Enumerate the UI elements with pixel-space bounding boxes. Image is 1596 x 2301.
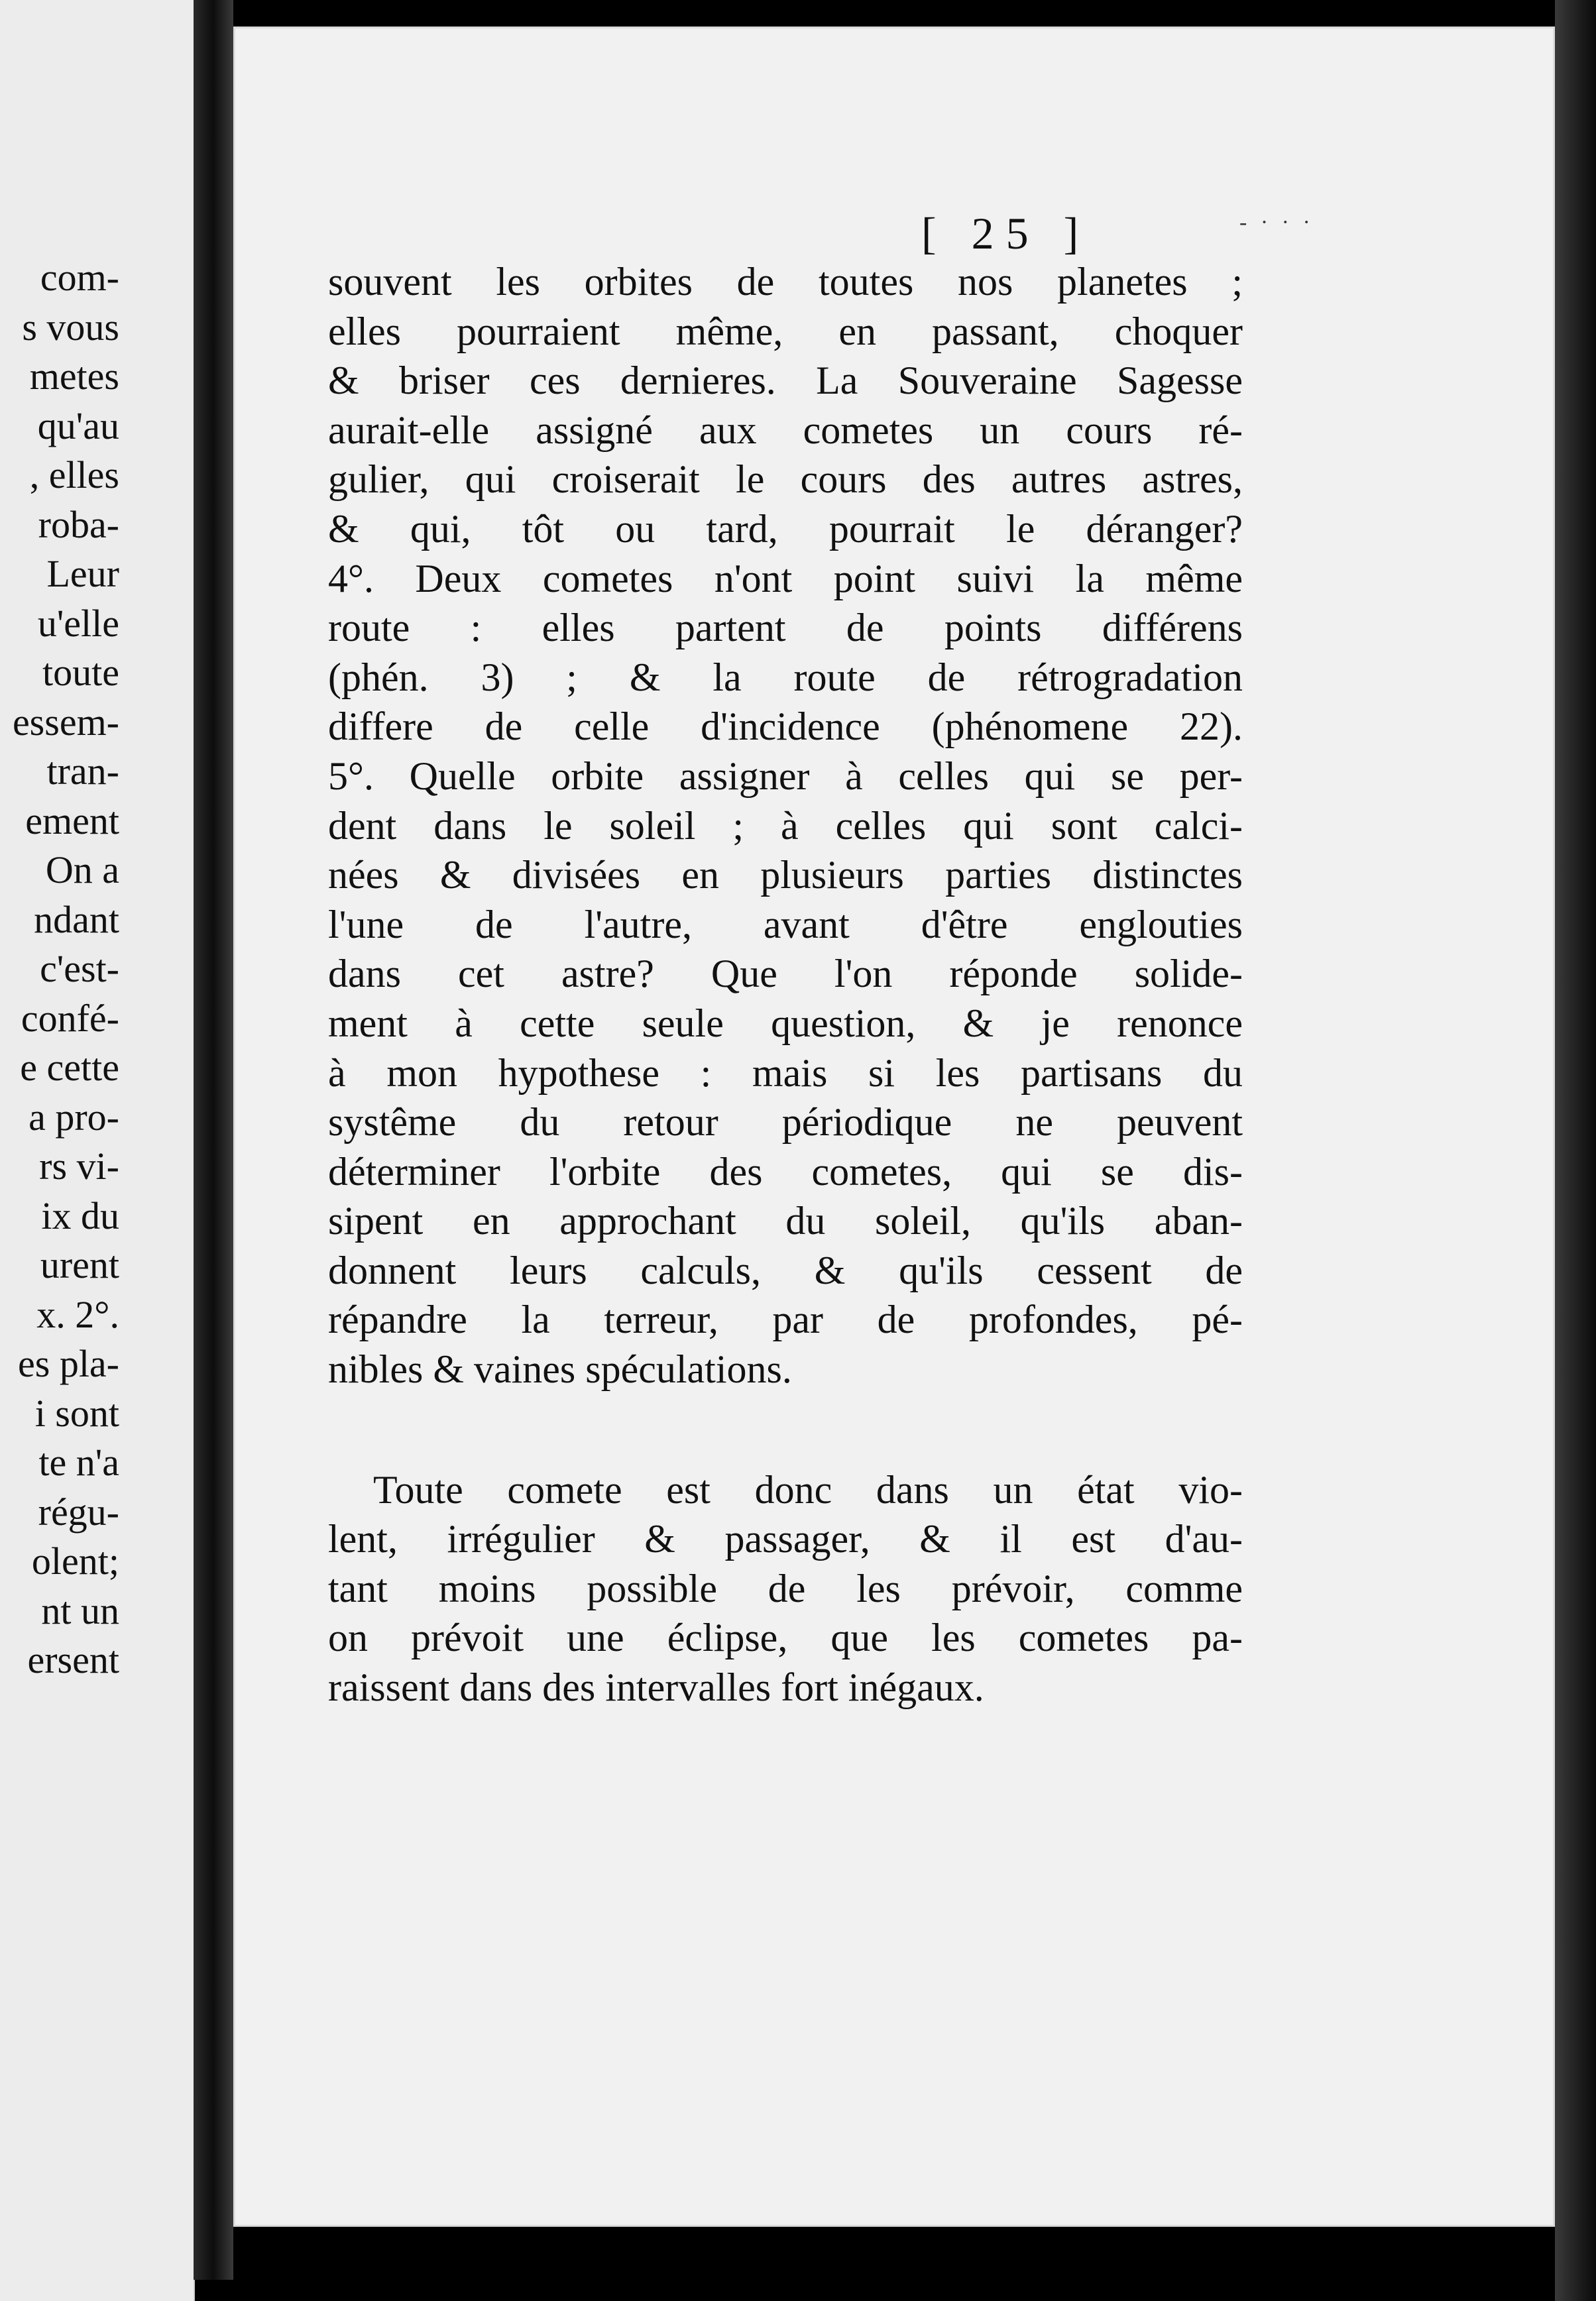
left-fragment: s vous [22, 305, 119, 349]
left-fragment: rs vi- [39, 1145, 119, 1188]
text-line: ment à cette seule question, & je renonce [328, 1001, 1243, 1045]
text-line: nées & divisées en plusieurs parties distinctes [328, 853, 1243, 897]
left-fragment: nt un [41, 1589, 119, 1632]
text-line: gulier, qui croiserait le cours des autres astres, [328, 457, 1243, 502]
left-page-text-fragments [13, 253, 119, 1685]
text-line: à mon hypothese : mais si les partisans du [328, 1050, 1243, 1095]
left-fragment: urent [40, 1243, 119, 1286]
text-line: aurait-elle assigné aux cometes un cours ré- [328, 408, 1243, 452]
left-fragment: qu'au [37, 404, 119, 447]
text-line: répandre la terreur, par de profondes, pé- [328, 1298, 1243, 1342]
text-line: route : elles partent de points différens [328, 606, 1243, 650]
header-mark: - · · · [1239, 210, 1314, 235]
left-fragment: ndant [34, 897, 119, 941]
text-line: sipent en approchant du soleil, qu'ils aban- [328, 1199, 1243, 1243]
text-line: differe de celle d'incidence (phénomene 22). [328, 704, 1243, 749]
left-fragment: tran- [46, 750, 119, 793]
text-line: (phén. 3) ; & la route de rétrogradation [328, 655, 1243, 699]
left-fragment: ix du [41, 1194, 119, 1237]
paragraph-gap [328, 1394, 1243, 1465]
left-fragment: e cette [20, 1046, 119, 1089]
left-fragment: Leur [46, 552, 119, 595]
left-fragment: a pro- [28, 1095, 119, 1139]
text-line: elles pourraient même, en passant, choquer [328, 309, 1243, 353]
left-fragment: ersent [27, 1638, 119, 1681]
left-fragment: , elles [29, 453, 119, 496]
text-line: systême du retour périodique ne peuvent [328, 1100, 1243, 1145]
page-stack-edge [1555, 0, 1596, 2301]
left-fragment: es pla- [18, 1342, 119, 1385]
left-fragment: u'elle [37, 601, 119, 645]
left-fragment: On a [45, 848, 119, 891]
left-fragment: c'est- [40, 947, 119, 990]
text-line: & briser ces dernieres. La Souveraine Sagesse [328, 359, 1243, 403]
left-fragment: i sont [34, 1391, 119, 1435]
text-line: lent, irrégulier & passager, & il est d'au- [328, 1517, 1243, 1561]
left-fragment: te n'a [38, 1441, 119, 1484]
page-number: [ 25 ] [921, 208, 1091, 258]
text-line: dans cet astre? Que l'on réponde solide- [328, 952, 1243, 996]
left-fragment: confé- [21, 996, 119, 1040]
left-fragment: régu- [38, 1490, 119, 1534]
text-line: & qui, tôt ou tard, pourrait le déranger? [328, 506, 1243, 551]
body-text [328, 257, 1243, 1712]
left-fragment: roba- [38, 502, 119, 546]
paragraph-2 [328, 1465, 1243, 1712]
text-line: raissent dans des intervalles fort inégaux. [328, 1665, 984, 1710]
text-line: Toute comete est donc dans un état vio- [373, 1467, 1243, 1512]
text-line: déterminer l'orbite des cometes, qui se dis- [328, 1149, 1243, 1194]
text-line: donnent leurs calculs, & qu'ils cessent de [328, 1248, 1243, 1292]
text-line: on prévoit une éclipse, que les cometes pa- [328, 1616, 1243, 1660]
text-line: souvent les orbites de toutes nos planetes ; [328, 260, 1243, 304]
text-line: 5°. Quelle orbite assigner à celles qui se per- [328, 754, 1243, 798]
text-line: nibles & vaines spéculations. [328, 1347, 792, 1392]
left-fragment: x. 2°. [36, 1292, 119, 1336]
left-page [0, 0, 195, 2301]
left-fragment: essem- [12, 700, 119, 744]
text-line: dent dans le soleil ; à celles qui sont calci- [328, 803, 1243, 848]
text-line: l'une de l'autre, avant d'être englouties [328, 902, 1243, 946]
left-fragment: com- [40, 256, 119, 299]
text-line: tant moins possible de les prévoir, comme [328, 1566, 1243, 1610]
left-fragment: metes [29, 355, 119, 398]
left-fragment: olent; [31, 1540, 119, 1583]
paragraph-1 [328, 257, 1243, 1394]
book-gutter [194, 0, 233, 2280]
text-line: 4°. Deux cometes n'ont point suivi la même [328, 556, 1243, 600]
left-fragment: toute [42, 651, 119, 694]
left-fragment: ement [25, 799, 119, 842]
